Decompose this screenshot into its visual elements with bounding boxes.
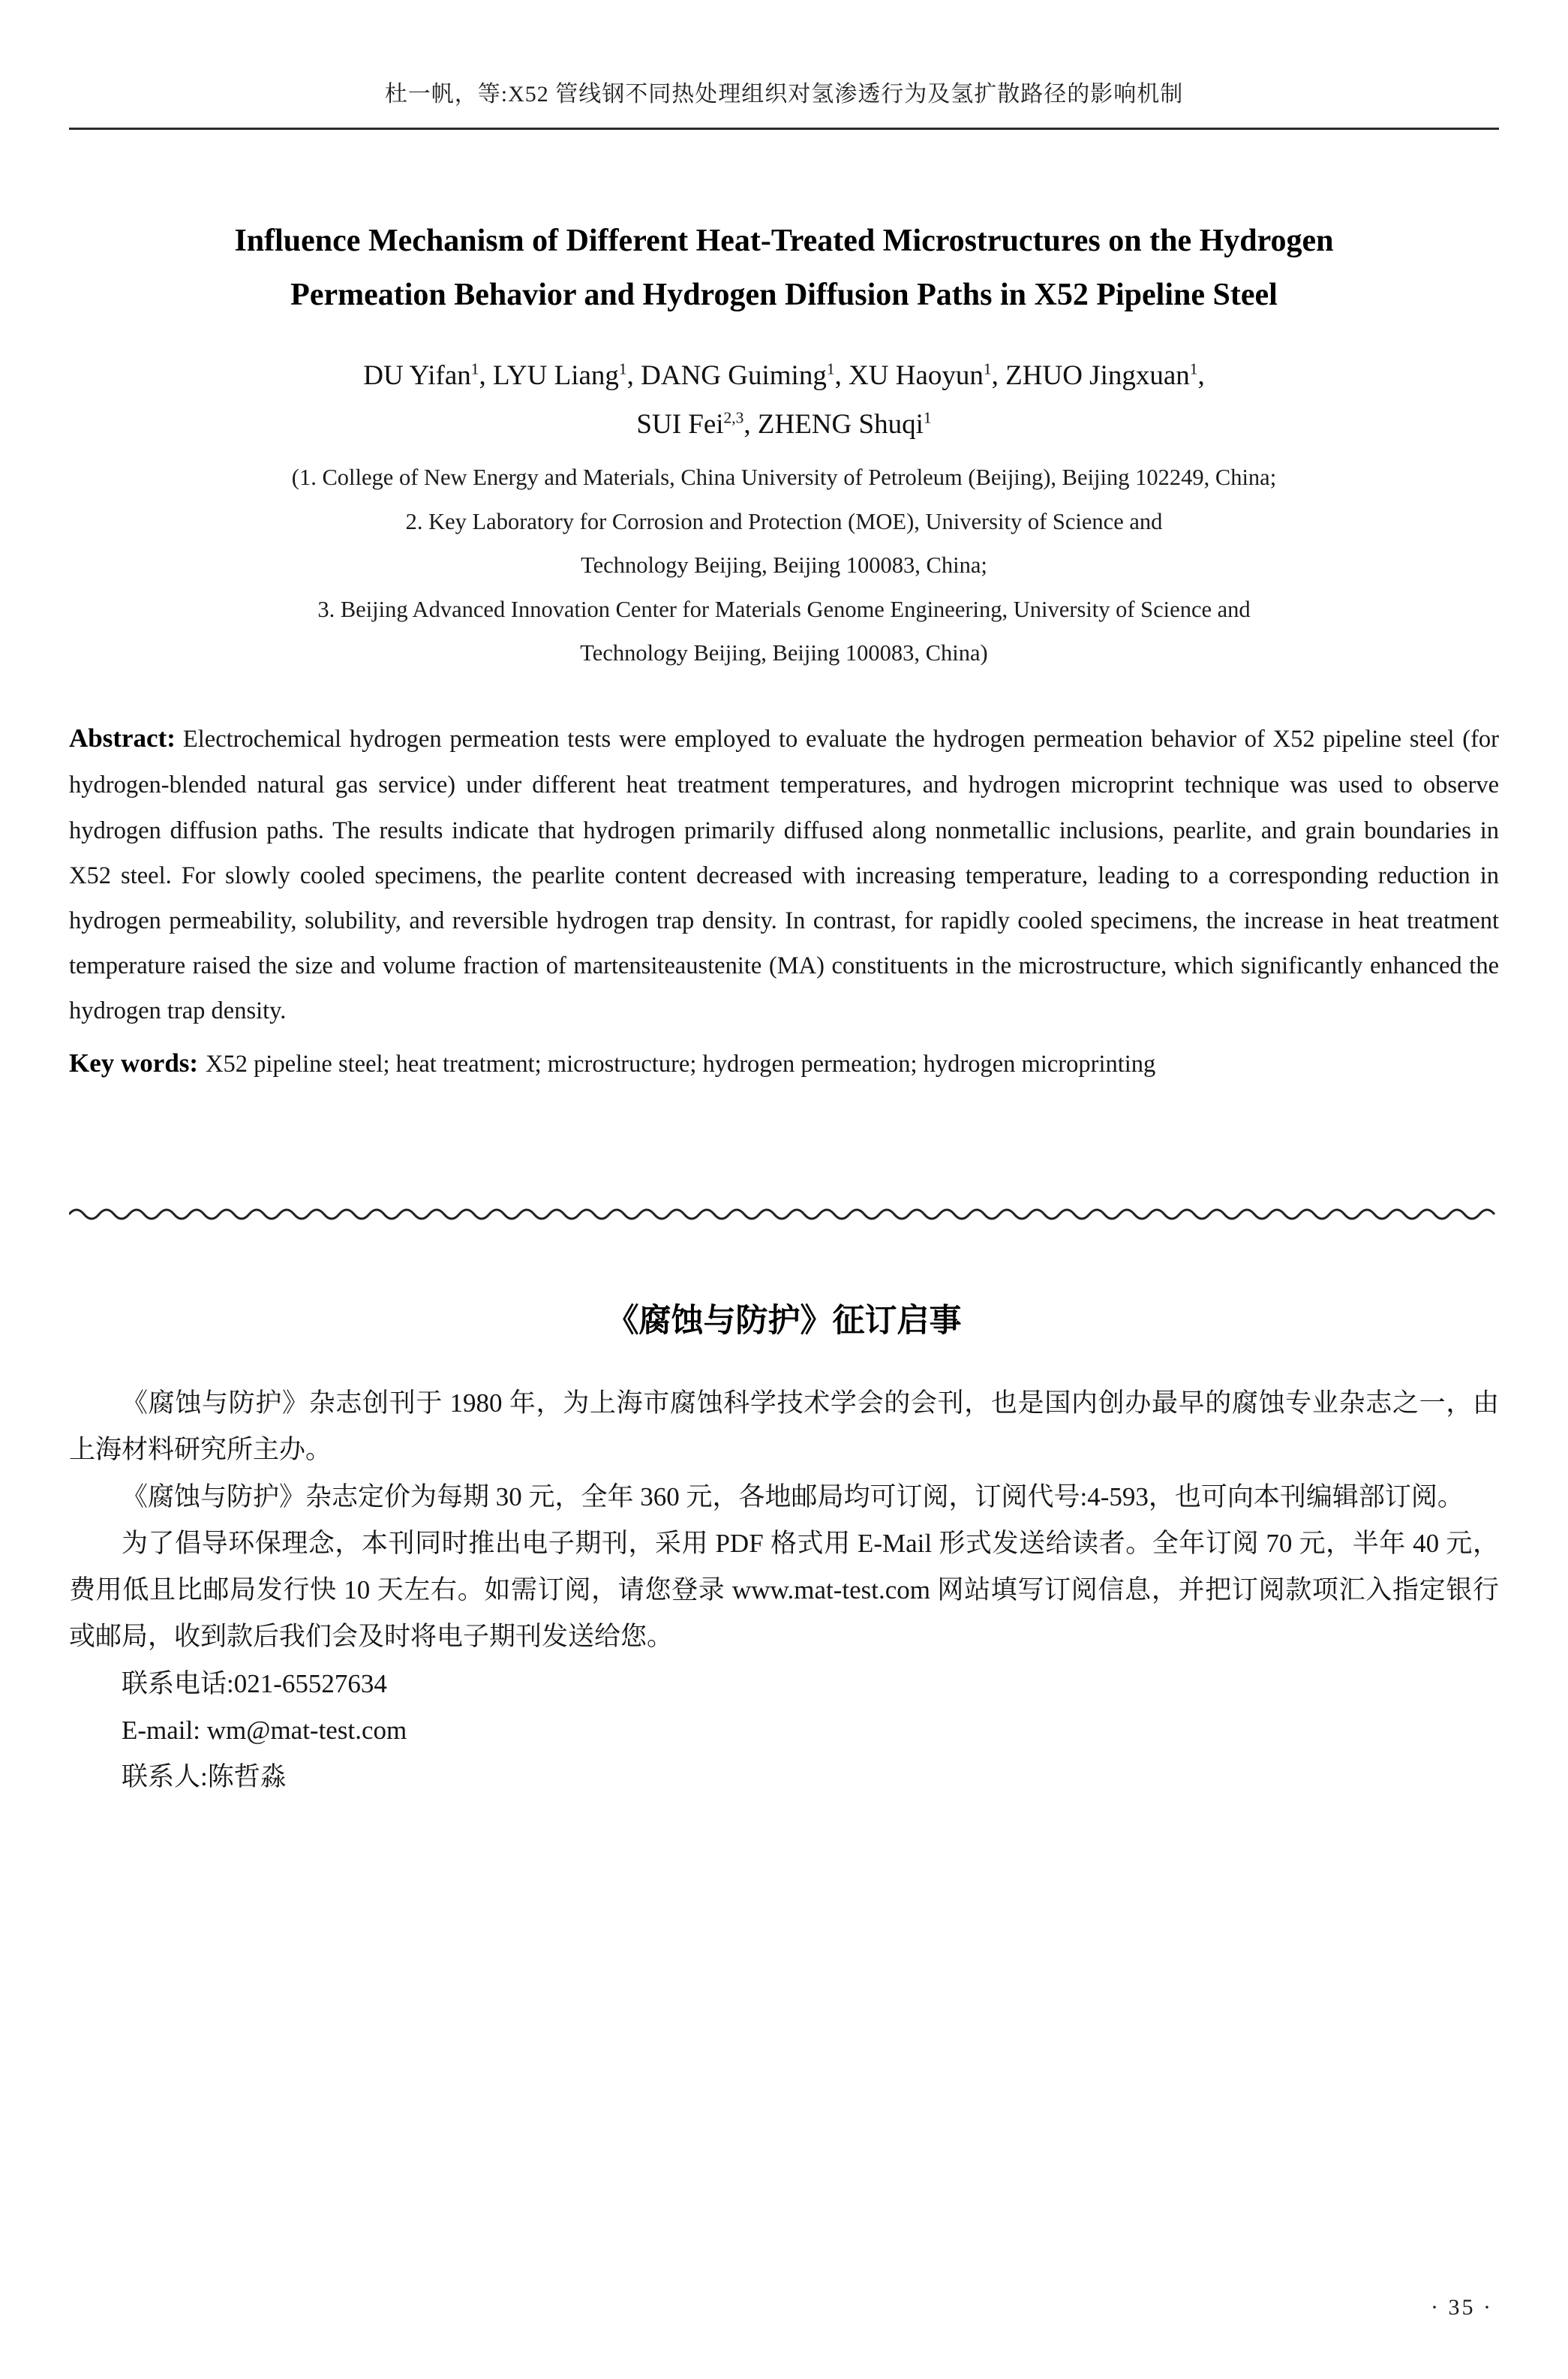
author: ZHUO Jingxuan$^1$, — [1005, 360, 1205, 392]
header-rule — [69, 128, 1499, 130]
wavy-divider — [69, 1202, 1499, 1226]
page-number: · 35 · — [1431, 2295, 1493, 2320]
notice-paragraph: 为了倡导环保理念，本刊同时推出电子期刊，采用 PDF 格式用 E-Mail 形式发送给读者。全年订阅 70 元，半年 40 元，费用低且比邮局发行快 10 天左右。如需订阅，请您登录 www.mat-test.com 网站填写订阅信息，并把订阅款项汇入指定银行或邮局，收到款后我们会及时将电子期刊发送给您。 — [69, 1528, 1499, 1652]
affiliations — [69, 456, 1499, 675]
affiliation-line: 3. Beijing Advanced Innovation Center for Materials Genome Engineering, University of Science and — [317, 596, 1251, 622]
author-line-2 — [69, 401, 1499, 450]
author-affiliation-marker: 1 — [826, 360, 835, 379]
abstract-label: Abstract: — [69, 723, 176, 753]
contact-person-line: 联系人:陈哲淼 — [122, 1762, 287, 1792]
author: DU Yifan$^1$, — [363, 360, 493, 392]
page-header — [69, 75, 1499, 130]
notice-paragraph: 《腐蚀与防护》杂志创刊于 1980 年，为上海市腐蚀科学技术学会的会刊，也是国内创办最早的腐蚀专业杂志之一，由上海材料研究所主办。 — [69, 1388, 1499, 1465]
article-title-line-2: Permeation Behavior and Hydrogen Diffusion Paths in X52 Pipeline Steel — [290, 278, 1278, 313]
author: LYU Liang$^1$, — [493, 360, 641, 392]
keywords-paragraph — [69, 1039, 1499, 1088]
author-affiliation-marker: 2,3 — [723, 408, 744, 427]
article — [69, 214, 1499, 1088]
author: DANG Guiming$^1$, — [641, 360, 849, 392]
contact-email-line: E-mail: wm@mat-test.com — [122, 1716, 407, 1746]
keywords-label: Key words: — [69, 1048, 199, 1078]
abstract-paragraph — [69, 714, 1499, 1034]
abstract-text: Electrochemical hydrogen permeation tests were employed to evaluate the hydrogen permeation behavior of X52 pipeline steel (for hydrogen-blended natural gas service) under different heat treatment temperatures, and hydrogen microprint technique was used to observe hydrogen diffusion paths. The results indicate that hydrogen primarily diffused along nonmetallic inclusions, pearlite, and grain boundaries in X52 steel. For slowly cooled specimens, the pearlite content decreased with increasing temperature, leading to a corresponding reduction in hydrogen permeability, solubility, and reversible hydrogen trap density. In contrast, for rapidly cooled specimens, the increase in heat treatment temperature raised the size and volume fraction of martensiteaustenite (MA) constituents in the microstructure, which significantly enhanced the hydrogen trap density. — [69, 725, 1499, 1025]
affiliation-line: Technology Beijing, Beijing 100083, China) — [580, 640, 988, 666]
affiliation-line: 2. Key Laboratory for Corrosion and Protection (MOE), University of Science and — [405, 508, 1163, 534]
notice-paragraph: 《腐蚀与防护》杂志定价为每期 30 元，全年 360 元，各地邮局均可订阅，订阅代号:4-593，也可向本刊编辑部订阅。 — [122, 1481, 1464, 1511]
contact-phone-line: 联系电话:021-65527634 — [122, 1668, 387, 1698]
author: XU Haoyun$^1$, — [849, 360, 1006, 392]
author-list — [69, 352, 1499, 450]
article-title — [99, 214, 1469, 322]
author: SUI Fei$^{2,3}$, — [636, 408, 758, 441]
author-affiliation-marker: 1 — [1189, 360, 1198, 379]
wavy-divider-svg — [69, 1202, 1499, 1226]
affiliation-line: (1. College of New Energy and Materials, China University of Petroleum (Beijing), Beijing 102249, China; — [291, 464, 1277, 490]
subscription-notice — [69, 1295, 1499, 1801]
notice-body — [69, 1380, 1499, 1801]
article-title-line-1: Influence Mechanism of Different Heat-Treated Microstructures on the Hydrogen — [234, 224, 1334, 258]
keywords-text: X52 pipeline steel; heat treatment; microstructure; hydrogen permeation; hydrogen microprinting — [206, 1051, 1156, 1078]
wavy-divider-path — [69, 1210, 1494, 1219]
author-affiliation-marker: 1 — [618, 360, 627, 379]
author: ZHENG Shuqi$^1$ — [757, 408, 932, 441]
running-head: 杜一帆，等:X52 管线钢不同热处理组织对氢渗透行为及氢扩散路径的影响机制 — [384, 82, 1184, 107]
author-affiliation-marker: 1 — [983, 360, 992, 379]
notice-title: 《腐蚀与防护》征订启事 — [606, 1302, 962, 1339]
affiliation-line: Technology Beijing, Beijing 100083, China; — [581, 552, 987, 579]
author-affiliation-marker: 1 — [470, 360, 479, 379]
author-line-1 — [69, 352, 1499, 401]
author-affiliation-marker: 1 — [923, 408, 932, 427]
